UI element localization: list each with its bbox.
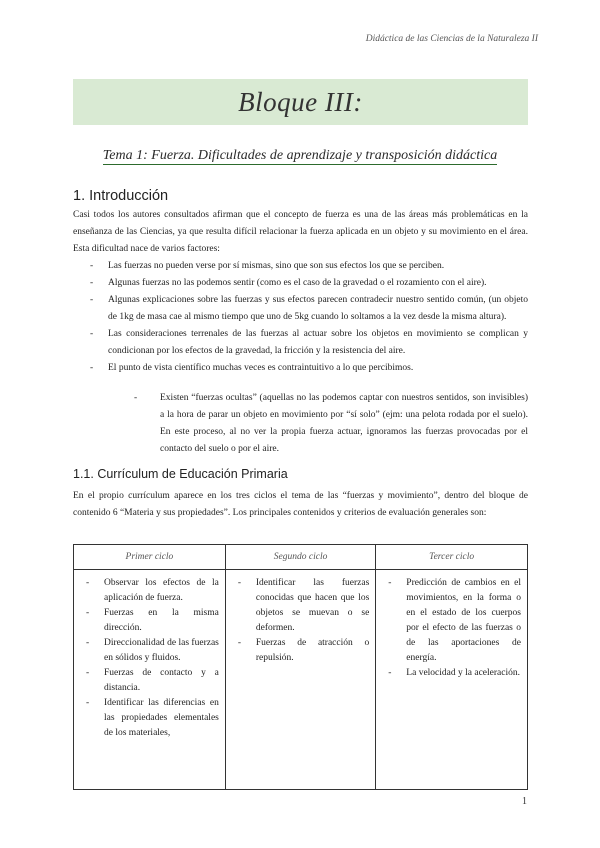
table-cell-primer-ciclo [74, 570, 226, 790]
bullet-dash: - [90, 295, 94, 305]
topic-title [0, 148, 600, 164]
list-item [80, 696, 219, 741]
list-item [80, 576, 219, 606]
table-cell-tercer-ciclo [376, 570, 528, 790]
bullet-dash: - [86, 638, 90, 648]
bullet-dash: - [237, 638, 242, 648]
bullet-dash: - [86, 578, 90, 588]
list-item-text: Fuerzas en la misma dirección. [104, 608, 219, 633]
list-item-text: Las fuerzas no pueden verse por sí mismas, sino que son sus efectos los que se perciben. [108, 261, 445, 271]
column-header-segundo-ciclo: Segundo ciclo [225, 545, 375, 570]
list-item [73, 258, 528, 275]
table-cell-segundo-ciclo [225, 570, 375, 790]
block-title: Bloque III: [238, 86, 363, 117]
list-item-text: Identificar las fuerzas conocidas que hacen que los objetos se muevan o se deformen. [255, 578, 370, 633]
bullet-dash: - [388, 668, 392, 678]
running-header: Didáctica de las Ciencias de la Naturaleza II [365, 34, 538, 44]
list-item [73, 292, 528, 326]
bullet-dash: - [86, 608, 90, 618]
list-item [80, 666, 219, 696]
list-item-text: Identificar las diferencias en las propiedades elementales de los materiales, [104, 698, 219, 738]
bullet-dash: - [86, 698, 90, 708]
list-item-text: El punto de vista científico muchas veces es contraintuitivo a lo que percibimos. [108, 363, 414, 373]
bullet-dash: - [134, 393, 138, 403]
column-header-tercer-ciclo: Tercer ciclo [376, 545, 528, 570]
topic-title-text: Tema 1: Fuerza. Dificultades de aprendizaje y transposición didáctica [102, 148, 498, 163]
list-item [382, 666, 521, 681]
list-item-text: Predicción de cambios en el movimientos, en la forma o en el estado de los cuerpos por el efecto de las fuerzas o de las aportaciones de energía. [406, 578, 521, 663]
list-item [232, 576, 369, 636]
section-heading-curriculum: 1.1. Currículum de Educación Primaria [73, 467, 288, 481]
list-item [73, 360, 528, 377]
list-item-text: Las consideraciones terrenales de las fuerzas al actuar sobre los objetos en movimiento se complican y condicionan por los efectos de la gravedad, la fricción y la resistencia del aire. [108, 329, 528, 356]
bullet-dash: - [237, 578, 242, 588]
bullet-dash: - [388, 578, 392, 588]
column-header-primer-ciclo: Primer ciclo [74, 545, 226, 570]
list-item [73, 275, 528, 292]
list-item [108, 390, 528, 458]
bullet-dash: - [90, 261, 94, 271]
section-heading-introduccion: 1. Introducción [73, 188, 169, 204]
list-item [80, 606, 219, 636]
list-item-text: La velocidad y la aceleración. [406, 668, 520, 678]
list-item [80, 636, 219, 666]
bullet-dash: - [90, 329, 94, 339]
intro-paragraph: Casi todos los autores consultados afirman que el concepto de fuerza es una de las áreas más problemáticas en la enseñanza de las Ciencias, ya que resulta difícil relacionar la fuerza aplicada en un objeto y su movimiento en el área. Esta dificultad nace de varios factores: [73, 210, 528, 254]
list-item [232, 636, 369, 666]
list-item [73, 326, 528, 360]
list-item-text: Fuerzas de contacto y a distancia. [104, 668, 219, 693]
list-item-text: Direccionalidad de las fuerzas en sólidos y fluidos. [104, 638, 219, 663]
intro-bullet-list [73, 258, 528, 377]
bullet-dash: - [90, 363, 94, 373]
block-banner [73, 79, 528, 125]
list-item-text: Algunas fuerzas no las podemos sentir (como es el caso de la gravedad o el rozamiento con el aire). [108, 278, 487, 288]
table-row [74, 570, 528, 790]
page-number: 1 [522, 796, 527, 807]
curriculum-paragraph: En el propio currículum aparece en los tres ciclos el tema de las “fuerzas y movimiento”, dentro del bloque de contenido 6 “Materia y sus propiedades”. Los principales contenidos y criterios de evaluación generales son: [73, 491, 528, 518]
bullet-dash: - [90, 278, 94, 288]
table-header-row [74, 545, 528, 570]
list-item-text: Algunas explicaciones sobre las fuerzas y sus efectos parecen contradecir nuestro sentido común, (un objeto de 1kg de masa cae al mismo tiempo que uno de 5kg cuando lo soltamos a la vez desde la misma altura). [108, 295, 528, 322]
list-item-text: Fuerzas de atracción o repulsión. [255, 638, 370, 663]
curriculum-table [73, 544, 528, 790]
list-item-text: Observar los efectos de la aplicación de fuerza. [104, 578, 219, 603]
intro-sub-bullet-list [108, 390, 528, 458]
list-item [382, 576, 521, 666]
list-item-text: Existen “fuerzas ocultas” (aquellas no las podemos captar con nuestros sentidos, son invisibles) a la hora de parar un objeto en movimiento por “sí solo” (ejm: una pelota rodada por el suelo). En este proceso, al no ver la propia fuerza actuar, ignoramos las fuerzas provocadas por el contacto del suelo o por el aire. [160, 393, 528, 454]
bullet-dash: - [86, 668, 90, 678]
